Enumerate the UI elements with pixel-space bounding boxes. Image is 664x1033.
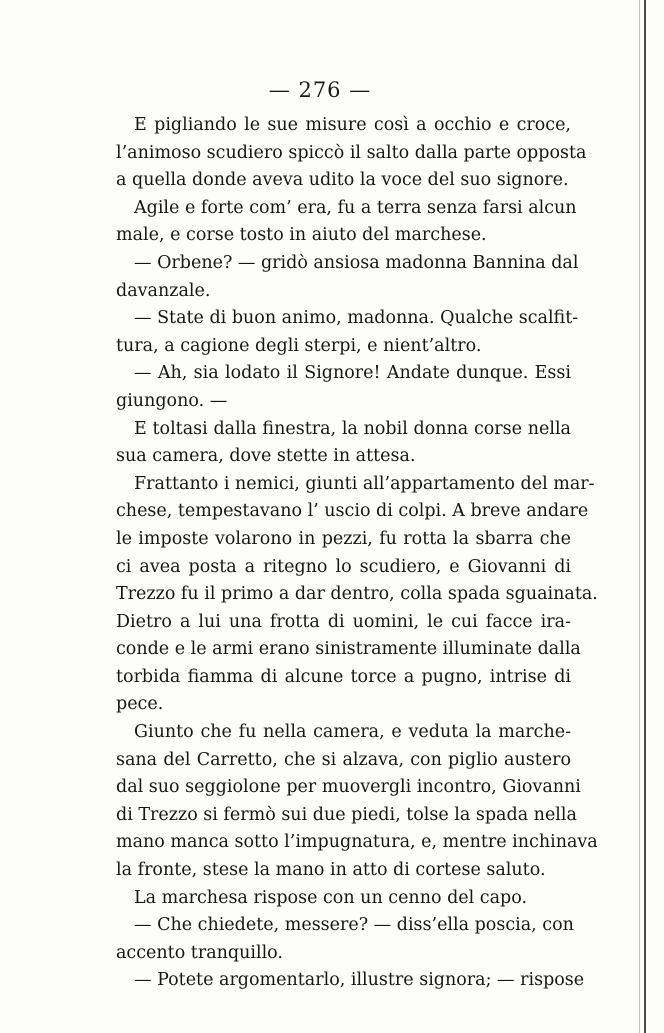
text-line: torbida fiamma di alcune torce a pugno, intrise di: [116, 666, 571, 687]
text-line: davanzale.: [116, 280, 211, 301]
text-line: — Orbene? — gridò ansiosa madonna Bannina dal: [134, 252, 579, 273]
text-line: male, e corse tosto in aiuto del marchese.: [116, 225, 487, 246]
text-line: sana del Carretto, che si alzava, con piglio austero: [116, 749, 571, 770]
text-line: — State di buon animo, madonna. Qualche scalfit-: [134, 308, 579, 329]
text-line: tura, a cagione degli sterpi, e nient’altro.: [116, 335, 482, 356]
text-line: E toltasi dalla finestra, la nobil donna corse nella: [134, 418, 571, 439]
text-line: — Ah, sia lodato il Signore! Andate dunque. Essi: [134, 363, 571, 384]
text-line: chese, tempestavano l’ uscio di colpi. A breve andare: [116, 501, 589, 522]
text-line: Giunto che fu nella camera, e veduta la marche-: [134, 722, 571, 743]
text-line: Agile e forte com’ era, fu a terra senza farsi alcun: [134, 197, 577, 218]
text-line: la fronte, stese la mano in atto di cortese saluto.: [116, 860, 546, 881]
text-line: Dietro a lui una frotta di uomini, le cui facce ira-: [116, 611, 571, 632]
text-line: mano manca sotto l’impugnatura, e, mentre inchinava: [116, 832, 598, 853]
text-line: dal suo seggiolone per muovergli incontro, Giovanni: [116, 777, 581, 798]
text-line: a quella donde aveva udito la voce del suo signore.: [116, 170, 569, 191]
text-line: conde e le armi erano sinistramente illuminate dalla: [116, 639, 581, 660]
text-line: le imposte volarono in pezzi, fu rotta la sbarra che: [116, 528, 571, 549]
text-line: — Che chiedete, messere? — diss’ella poscia, con: [134, 915, 574, 936]
text-line: giungono. —: [116, 390, 228, 411]
page-binding-edge: [644, 0, 646, 1033]
text-line: — Potete argomentarlo, illustre signora; — rispose: [134, 970, 585, 991]
page-binding-shadow: [639, 0, 640, 1033]
text-line: di Trezzo si fermò sui due piedi, tolse la spada nella: [116, 804, 577, 825]
text-line: La marchesa rispose con un cenno del capo.: [134, 887, 528, 908]
body-text: [116, 112, 598, 995]
text-line: accento tranquillo.: [116, 942, 283, 963]
text-line: l’animoso scudiero spiccò il salto dalla parte opposta: [116, 142, 587, 163]
text-line: ci avea posta a ritegno lo scudiero, e Giovanni di: [116, 556, 571, 577]
text-line: Frattanto i nemici, giunti all’appartamento del mar-: [134, 473, 595, 494]
text-line: sua camera, dove stette in attesa.: [116, 446, 416, 467]
text-line: pece.: [116, 694, 164, 715]
text-line: Trezzo fu il primo a dar dentro, colla spada sguainata.: [116, 584, 598, 605]
text-line: E pigliando le sue misure così a occhio e croce,: [134, 115, 571, 135]
page-number: — 276 —: [268, 78, 372, 102]
